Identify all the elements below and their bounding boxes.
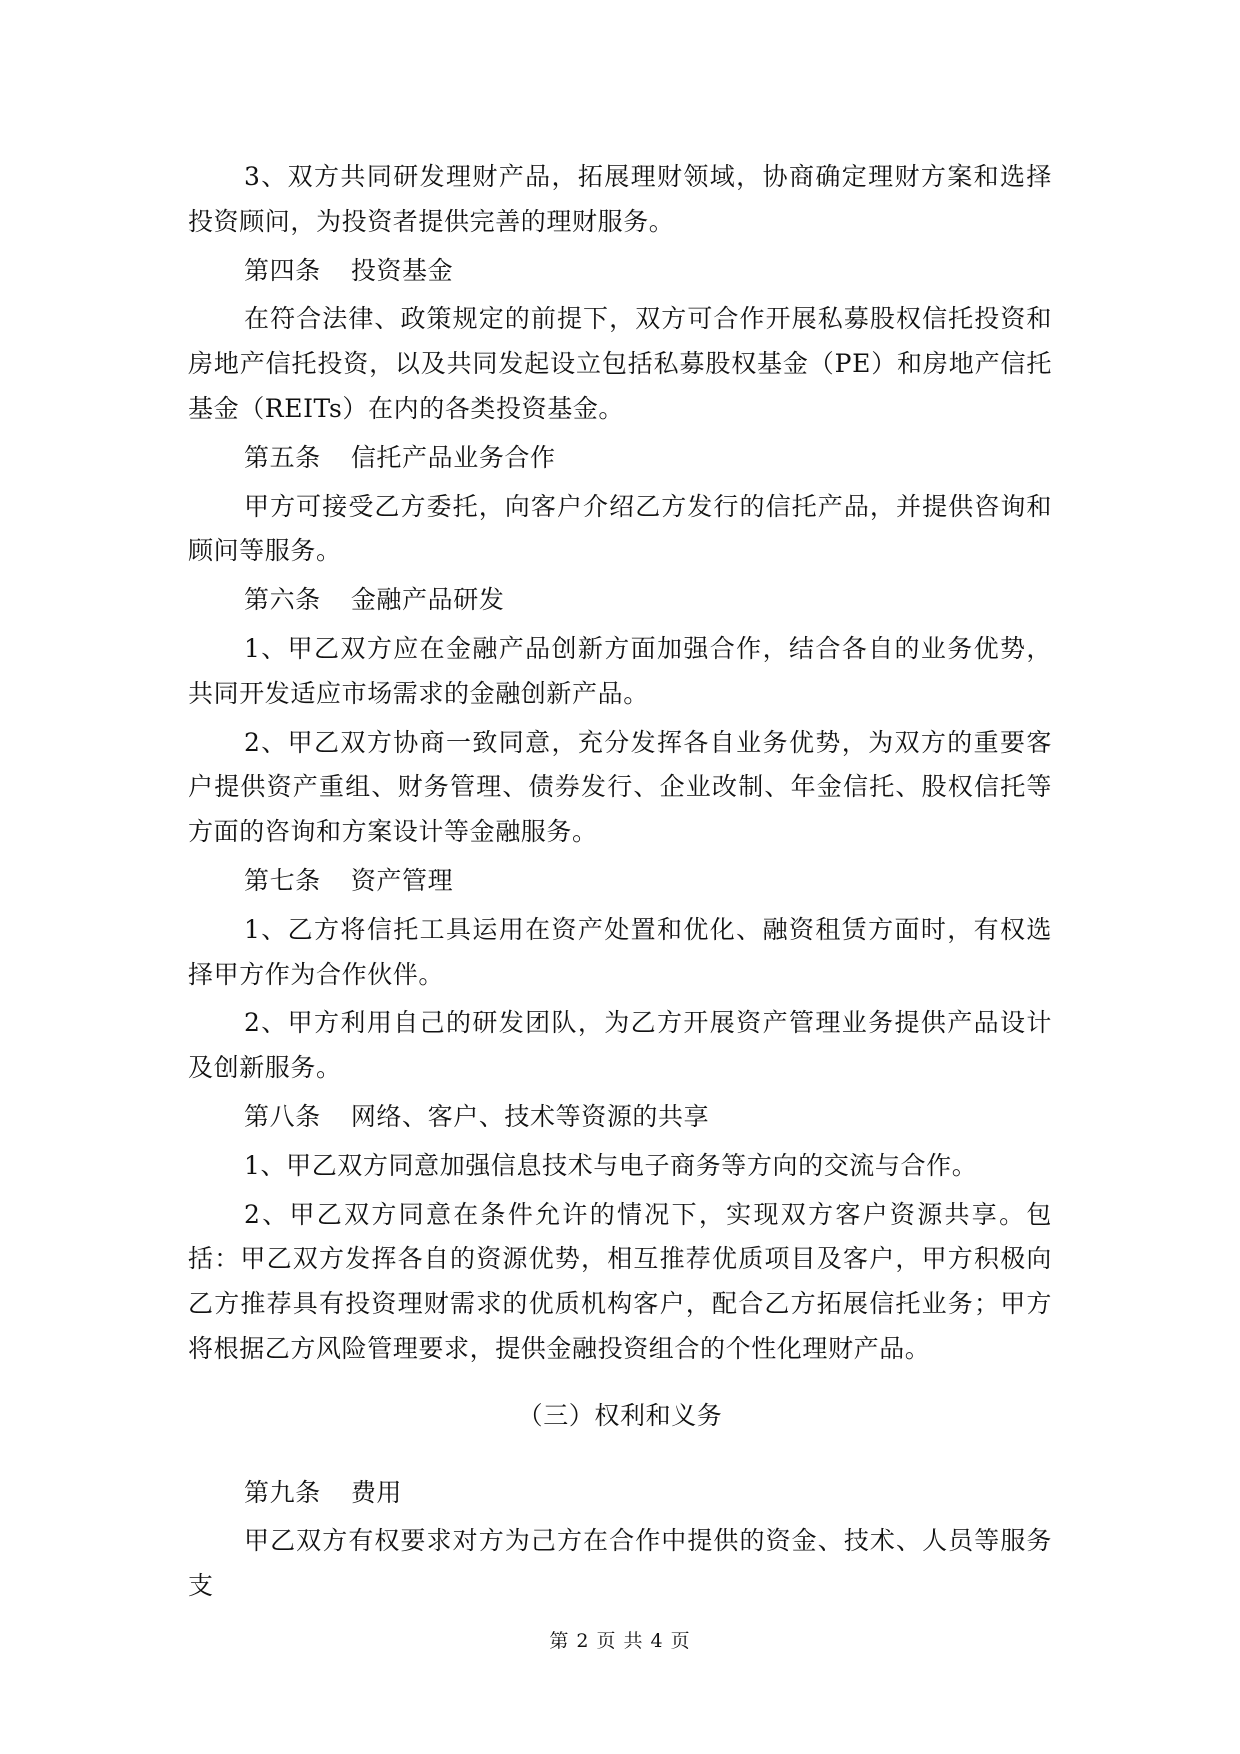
document-page	[188, 155, 1052, 1613]
article-6-heading	[188, 578, 1052, 623]
article-7-number: 第七条	[244, 865, 321, 895]
article-9-title: 费用	[350, 1477, 403, 1507]
article-5-paragraph-1: 甲方可接受乙方委托，向客户介绍乙方发行的信托产品，并提供咨询和顾问等服务。	[188, 491, 1052, 566]
article-5-title: 信托产品业务合作	[350, 442, 556, 472]
article-8-paragraph-2: 2、甲乙双方同意在条件允许的情况下，实现双方客户资源共享。包括：甲乙双方发挥各自的资源优势，相互推荐优质项目及客户，甲方积极向乙方推荐具有投资理财需求的优质机构客户，配合乙方拓展信托业务；甲方将根据乙方风险管理要求，提供金融投资组合的个性化理财产品。	[188, 1199, 1052, 1363]
paragraph-item-3: 3、双方共同研发理财产品，拓展理财领域，协商确定理财方案和选择投资顾问，为投资者提供完善的理财服务。	[188, 162, 1052, 236]
article-4-number: 第四条	[244, 255, 321, 285]
article-7-paragraph-2: 2、甲方利用自己的研发团队，为乙方开展资产管理业务提供产品设计及创新服务。	[188, 1008, 1052, 1083]
article-9-paragraph-1: 甲乙双方有权要求对方为己方在合作中提供的资金、技术、人员等服务支	[188, 1526, 1052, 1601]
article-8-number: 第八条	[244, 1101, 321, 1131]
page-footer: 第 2 页 共 4 页	[549, 1630, 691, 1652]
article-5-heading	[188, 436, 1052, 481]
article-5-number: 第五条	[244, 442, 321, 472]
article-9-number: 第九条	[244, 1477, 321, 1507]
article-9-heading	[188, 1471, 1052, 1516]
article-4-paragraph-1: 在符合法律、政策规定的前提下，双方可合作开展私募股权信托投资和房地产信托投资，以及共同发起设立包括私募股权基金（PE）和房地产信托基金（REITs）在内的各类投资基金。	[188, 304, 1052, 423]
section-3-heading: （三）权利和义务	[517, 1400, 723, 1430]
article-4-title: 投资基金	[350, 255, 454, 285]
article-6-number: 第六条	[244, 585, 321, 615]
article-4-heading	[188, 249, 1052, 294]
article-6-paragraph-1: 1、甲乙双方应在金融产品创新方面加强合作，结合各自的业务优势，共同开发适应市场需求的金融创新产品。	[188, 633, 1052, 708]
article-7-title: 资产管理	[350, 865, 454, 895]
article-8-paragraph-1: 1、甲乙双方同意加强信息技术与电子商务等方向的交流与合作。	[244, 1150, 978, 1180]
article-6-title: 金融产品研发	[350, 585, 505, 615]
article-6-paragraph-2: 2、甲乙双方协商一致同意，充分发挥各自业务优势，为双方的重要客户提供资产重组、财务管理、债券发行、企业改制、年金信托、股权信托等方面的咨询和方案设计等金融服务。	[188, 727, 1052, 847]
article-7-heading	[188, 859, 1052, 904]
article-8-heading	[188, 1095, 1052, 1140]
article-7-paragraph-1: 1、乙方将信托工具运用在资产处置和优化、融资租赁方面时，有权选择甲方作为合作伙伴。	[188, 914, 1052, 989]
article-8-title: 网络、客户、技术等资源的共享	[350, 1101, 710, 1131]
